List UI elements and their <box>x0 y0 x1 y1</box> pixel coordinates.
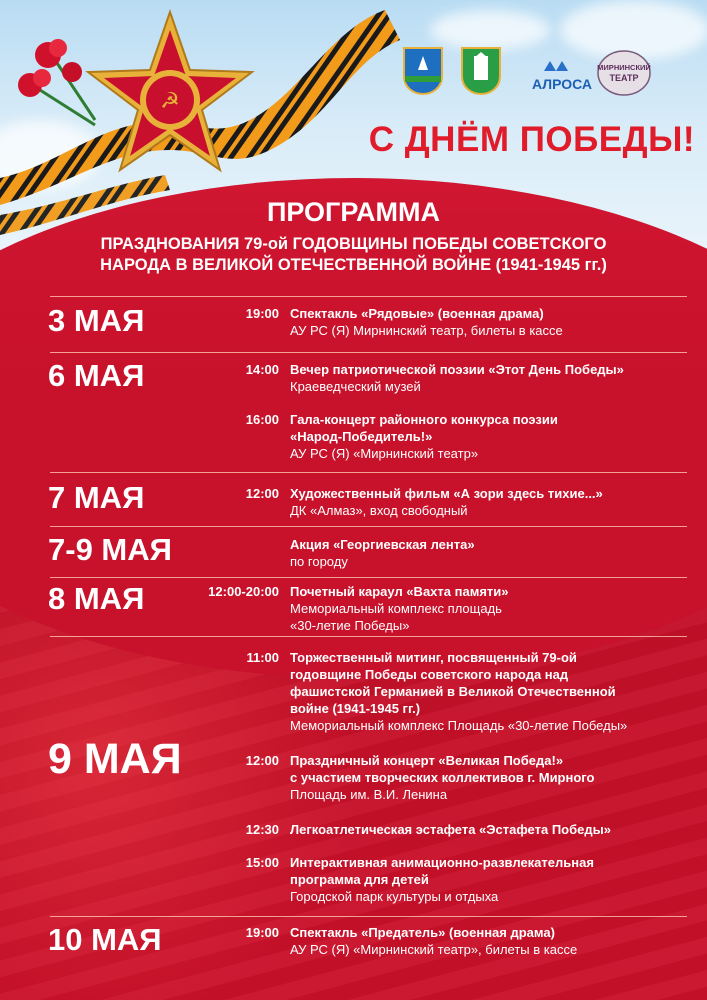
event-title: с участием творческих коллективов г. Мирного <box>290 770 595 785</box>
event-title: Торжественный митинг, посвященный 79-ой <box>290 650 577 665</box>
day-label: 8 МАЯ <box>48 581 145 616</box>
event-place: Мемориальный комплекс площадь <box>290 601 502 616</box>
event-title: программа для детей <box>290 872 429 887</box>
event-place: ДК «Алмаз», вход свободный <box>290 503 468 518</box>
program-title: ПРОГРАММА <box>267 197 440 227</box>
day-label: 7 МАЯ <box>48 480 145 515</box>
divider <box>50 352 687 353</box>
alrosa-logo-icon <box>530 55 594 95</box>
event-title: Спектакль «Рядовые» (военная драма) <box>290 306 544 321</box>
svg-text:МИРНИНСКИЙ: МИРНИНСКИЙ <box>597 63 651 72</box>
event-title: годовщине Победы советского народа над <box>290 667 569 682</box>
event-time: 12:00 <box>245 753 279 768</box>
day-label: 7-9 МАЯ <box>48 532 172 567</box>
event-place: АУ РС (Я) «Мирнинский театр» <box>290 446 479 461</box>
divider <box>50 916 687 917</box>
divider <box>50 526 687 527</box>
event-title: Акция «Георгиевская лента» <box>290 537 475 552</box>
event <box>290 583 700 634</box>
divider <box>50 472 687 473</box>
svg-text:ТЕАТР: ТЕАТР <box>609 73 639 83</box>
event-time: 12:30 <box>245 822 279 837</box>
event-title: Гала-концерт районного конкурса поэзии <box>290 412 558 427</box>
event-time: 19:00 <box>245 925 279 940</box>
event-title: Легкоатлетическая эстафета «Эстафета Победы» <box>290 822 611 837</box>
event <box>290 854 700 905</box>
event-time: 19:00 <box>245 306 279 321</box>
event-place: «30-летие Победы» <box>290 618 410 633</box>
event-title: Праздничный концерт «Великая Победа!» <box>290 753 564 768</box>
event-title: Спектакль «Предатель» (военная драма) <box>290 925 555 940</box>
day-label: 3 МАЯ <box>48 303 145 338</box>
event-title: фашистской Германией в Великой Отечественной <box>290 684 616 699</box>
event-title: Почетный караул «Вахта памяти» <box>290 584 509 599</box>
divider <box>50 636 687 637</box>
program-subtitle-line: НАРОДА В ВЕЛИКОЙ ОТЕЧЕСТВЕННОЙ ВОЙНЕ (1941-1945 гг.) <box>100 256 607 274</box>
event-place: Краеведческий музей <box>290 379 421 394</box>
event-place: АУ РС (Я) Мирнинский театр, билеты в кассе <box>290 323 563 338</box>
event <box>290 752 700 803</box>
event-place: АУ РС (Я) «Мирнинский театр», билеты в кассе <box>290 942 578 957</box>
event-title: Интерактивная анимационно-развлекательная <box>290 855 594 870</box>
alrosa-text: АЛРОСА <box>531 76 593 92</box>
event-place: Мемориальный комплекс Площадь «30-летие Победы» <box>290 718 628 733</box>
event-place: Площадь им. В.И. Ленина <box>290 787 448 802</box>
event-title: войне (1941-1945 гг.) <box>290 701 421 716</box>
event <box>290 924 700 958</box>
event <box>290 536 700 570</box>
event <box>290 485 700 519</box>
program-subtitle-line: ПРАЗДНОВАНИЯ 79-ой ГОДОВЩИНЫ ПОБЕДЫ СОВЕТСКОГО <box>100 235 607 253</box>
carnations-icon <box>18 39 95 125</box>
day-label: 10 МАЯ <box>48 922 162 957</box>
event <box>290 411 700 462</box>
event-place: по городу <box>290 554 348 569</box>
event-title: Художественный фильм «А зори здесь тихие...» <box>290 486 603 501</box>
event-place: Городской парк культуры и отдыха <box>290 889 499 904</box>
theatre-logo-icon <box>596 48 652 98</box>
day-label: 6 МАЯ <box>48 358 145 393</box>
divider <box>50 296 687 297</box>
event <box>290 821 700 838</box>
event-title: Вечер патриотической поэзии «Этот День Победы» <box>290 362 624 377</box>
coat-of-arms-icon <box>460 46 502 96</box>
coat-of-arms-icon <box>402 46 444 96</box>
event-time: 12:00 <box>245 486 279 501</box>
day-label: 9 МАЯ <box>48 735 182 783</box>
event-title: «Народ-Победитель!» <box>290 429 433 444</box>
event-time: 14:00 <box>245 362 279 377</box>
event <box>290 361 700 395</box>
event-time: 15:00 <box>245 855 279 870</box>
svg-text:☭: ☭ <box>160 89 180 114</box>
event-time: 12:00-20:00 <box>208 584 279 599</box>
event-time: 11:00 <box>246 650 279 665</box>
event <box>290 649 700 734</box>
program-subtitle <box>0 234 707 276</box>
divider <box>50 577 687 578</box>
event-time: 16:00 <box>245 412 279 427</box>
victory-day-title: С ДНЁМ ПОБЕДЫ! <box>368 120 695 159</box>
event <box>290 305 700 339</box>
